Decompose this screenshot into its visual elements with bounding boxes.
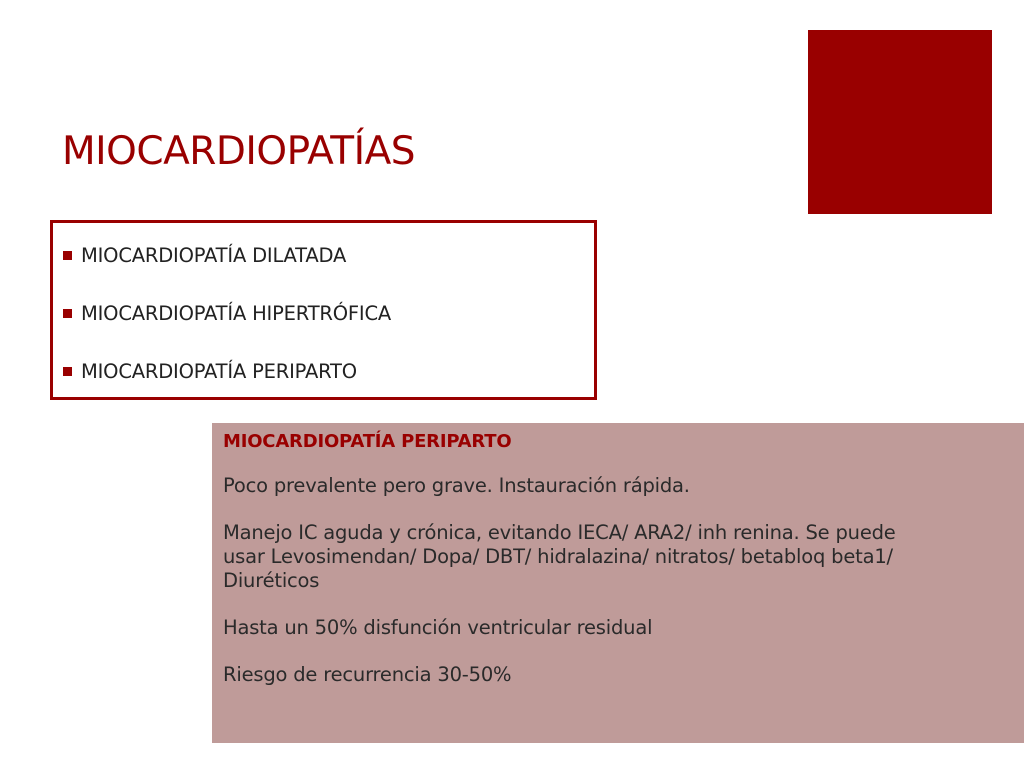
bullet-item-hipertrofica bbox=[63, 293, 391, 351]
panel-paragraph-residual: Hasta un 50% disfunción ventricular residual bbox=[223, 616, 653, 639]
bullet-label: MIOCARDIOPATÍA HIPERTRÓFICA bbox=[81, 301, 392, 325]
square-bullet-icon bbox=[63, 251, 72, 260]
panel-paragraph-management: Manejo IC aguda y crónica, evitando IECA/ ARA2/ inh renina. Se puede usar Levosimendan/ Dopa/ DBT/ hidralazina/ nitratos/ betabloq beta1/ Diuréticos bbox=[223, 521, 896, 592]
panel-paragraph-prevalence: Poco prevalente pero grave. Instauración rápida. bbox=[223, 474, 690, 497]
bullet-label: MIOCARDIOPATÍA PERIPARTO bbox=[81, 359, 357, 383]
slide-title: MIOCARDIOPATÍAS bbox=[62, 129, 416, 174]
bullet-list bbox=[63, 235, 391, 409]
bullet-box bbox=[50, 220, 597, 400]
bullet-label: MIOCARDIOPATÍA DILATADA bbox=[81, 243, 347, 267]
accent-square bbox=[808, 30, 992, 214]
bullet-item-periparto bbox=[63, 351, 391, 409]
panel-heading: MIOCARDIOPATÍA PERIPARTO bbox=[223, 431, 512, 452]
square-bullet-icon bbox=[63, 367, 72, 376]
bullet-item-dilatada bbox=[63, 235, 391, 293]
square-bullet-icon bbox=[63, 309, 72, 318]
info-panel bbox=[212, 423, 1024, 743]
panel-paragraph-recurrence: Riesgo de recurrencia 30-50% bbox=[223, 663, 512, 686]
